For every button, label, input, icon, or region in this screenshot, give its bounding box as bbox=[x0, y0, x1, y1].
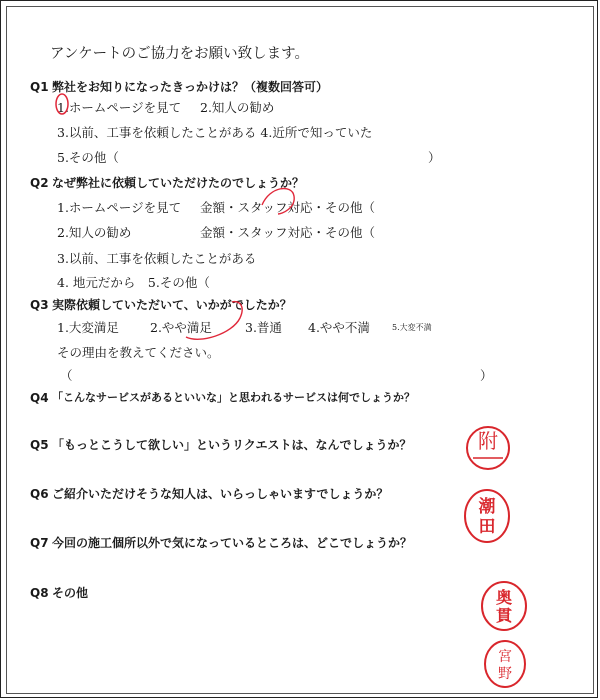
q6-label: Q6 bbox=[30, 487, 49, 501]
q3-reason-close: ） bbox=[480, 368, 493, 383]
q2-option-3: 3.以前、工事を依頼したことがある bbox=[57, 251, 257, 266]
q2-circle-mark bbox=[262, 189, 294, 214]
stamp-seal-1 bbox=[465, 425, 511, 475]
q8-label: Q8 bbox=[30, 586, 49, 600]
q1-option-5: 5.その他（ bbox=[57, 150, 119, 165]
intro-text: アンケートのご協力をお願い致します。 bbox=[50, 46, 309, 62]
q1-option-2: 2.知人の勧め bbox=[200, 100, 275, 115]
q3-reason-prompt: その理由を教えてください。 bbox=[57, 345, 220, 360]
stamp-seal-3 bbox=[480, 580, 528, 636]
q2-option-1-sub: 金額・スタッフ対応・その他（ bbox=[200, 200, 376, 215]
q7-label: Q7 bbox=[30, 536, 49, 550]
q2-option-1: 1.ホームページを見て bbox=[57, 200, 182, 215]
q2-option-2: 2.知人の勧め bbox=[57, 225, 132, 240]
q3-option-2: 2.やや満足 bbox=[150, 320, 212, 335]
q2-question: なぜ弊社に依頼していただけたのでしょうか？ bbox=[52, 176, 305, 190]
stamp-seal-2 bbox=[463, 488, 511, 548]
q4-question: 「こんなサービスがあるといいな」と思われるサービスは何でしょうか？ bbox=[52, 391, 415, 404]
stamp-seal-4 bbox=[482, 638, 528, 694]
q5-label: Q5 bbox=[30, 438, 49, 452]
q6-question: ご紹介いただけそうな知人は、いらっしゃいますでしょうか？ bbox=[52, 487, 389, 501]
q3-question: 実際依頼していただいて、いかがでしたか？ bbox=[52, 298, 292, 312]
q1-label: Q1 bbox=[30, 80, 49, 94]
q1-question: 弊社をお知りになったきっかけは？（複数回答可） bbox=[52, 80, 329, 94]
q8-question: その他 bbox=[52, 586, 89, 600]
q1-option-5-close: ） bbox=[428, 150, 441, 165]
stamp-1-char: 附 bbox=[478, 429, 498, 453]
svg-text:奥: 奥 bbox=[495, 588, 513, 607]
q3-option-5: 5.大変不満 bbox=[392, 323, 432, 332]
q5-question: 「もっとこうして欲しい」というリクエストは、なんでしょうか？ bbox=[52, 438, 412, 452]
q1-option-3-4: 3.以前、工事を依頼したことがある 4.近所で知っていた bbox=[57, 125, 373, 140]
q1-option-1: 1.ホームページを見て bbox=[57, 100, 182, 115]
q3-reason-open: （ bbox=[60, 368, 73, 383]
q7-question: 今回の施工個所以外で気になっているところは、どこでしょうか？ bbox=[52, 536, 413, 550]
q3-label: Q3 bbox=[30, 298, 49, 312]
q2-label: Q2 bbox=[30, 176, 49, 190]
svg-text:宮: 宮 bbox=[498, 649, 512, 665]
q3-option-1: 1.大変満足 bbox=[57, 320, 119, 335]
svg-text:貫: 貫 bbox=[495, 606, 513, 625]
svg-text:田: 田 bbox=[478, 517, 496, 537]
q3-option-4: 4.やや不満 bbox=[308, 320, 370, 335]
svg-text:潮: 潮 bbox=[478, 497, 496, 517]
q3-option-3: 3.普通 bbox=[245, 320, 282, 335]
q3-circle-mark bbox=[186, 302, 242, 340]
q2-option-4-5: 4. 地元だから 5.その他（ bbox=[57, 275, 210, 290]
q4-label: Q4 bbox=[30, 391, 49, 405]
svg-text:野: 野 bbox=[498, 666, 512, 682]
q1-circle-mark bbox=[56, 94, 68, 114]
q2-option-2-sub: 金額・スタッフ対応・その他（ bbox=[200, 225, 376, 240]
